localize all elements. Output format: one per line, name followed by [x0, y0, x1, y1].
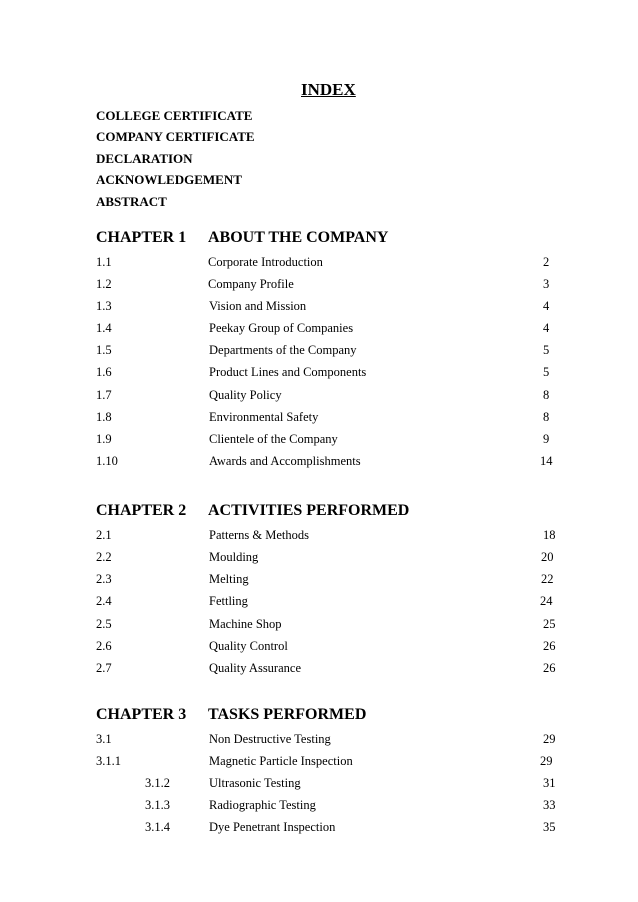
entry-page: 26: [543, 661, 556, 675]
entry-page: 20: [541, 550, 554, 564]
entry-page: 4: [543, 299, 550, 313]
entry-page: 29: [540, 754, 553, 768]
front-matter-item: DECLARATION: [96, 151, 193, 166]
entry-page: 5: [543, 365, 550, 379]
entry-title: Non Destructive Testing: [209, 732, 331, 746]
chapter-label: CHAPTER 3: [96, 706, 187, 723]
entry-title: Fettling: [209, 594, 248, 608]
entry-page: 35: [543, 820, 556, 834]
entry-number: 1.1: [96, 255, 112, 269]
chapter-label: CHAPTER 2: [96, 502, 187, 519]
entry-title: Magnetic Particle Inspection: [209, 754, 353, 768]
entry-number: 2.5: [96, 617, 112, 631]
chapter-label: CHAPTER 1: [96, 229, 187, 246]
entry-page: 26: [543, 639, 556, 653]
entry-number: 1.3: [96, 299, 112, 313]
entry-number: 1.10: [96, 454, 118, 468]
entry-page: 3: [543, 277, 550, 291]
entry-number: 1.6: [96, 365, 112, 379]
front-matter-item: ABSTRACT: [96, 194, 167, 209]
entry-title: Vision and Mission: [209, 299, 307, 313]
entry-number: 1.9: [96, 432, 112, 446]
entry-number: 2.2: [96, 550, 112, 564]
entry-page: 9: [543, 432, 550, 446]
entry-page: 8: [543, 388, 550, 402]
front-matter-item: COLLEGE CERTIFICATE: [96, 108, 253, 123]
entry-title: Patterns & Methods: [209, 528, 309, 542]
entry-title: Moulding: [209, 550, 259, 564]
entry-number: 1.7: [96, 388, 112, 402]
entry-title: Company Profile: [208, 277, 294, 291]
entry-number: 2.3: [96, 572, 112, 586]
entry-page: 31: [543, 776, 556, 790]
chapter-title: TASKS PERFORMED: [208, 706, 367, 723]
entry-page: 4: [543, 321, 550, 335]
entry-number: 1.5: [96, 343, 112, 357]
entry-number: 2.4: [96, 594, 112, 608]
entry-title: Machine Shop: [209, 617, 282, 631]
entry-title: Clientele of the Company: [209, 432, 338, 446]
entry-title: Dye Penetrant Inspection: [209, 820, 336, 834]
entry-page: 29: [543, 732, 556, 746]
entry-page: 22: [541, 572, 554, 586]
entry-title: Melting: [209, 572, 249, 586]
entry-page: 8: [543, 410, 550, 424]
entry-number: 3.1.4: [145, 820, 170, 834]
entry-number: 3.1.2: [145, 776, 170, 790]
entry-number: 3.1.1: [96, 754, 121, 768]
entry-page: 25: [543, 617, 556, 631]
entry-page: 14: [540, 454, 553, 468]
entry-number: 1.4: [96, 321, 112, 335]
entry-number: 2.1: [96, 528, 112, 542]
entry-page: 2: [543, 255, 550, 269]
front-matter-item: COMPANY CERTIFICATE: [96, 129, 255, 144]
entry-page: 33: [543, 798, 556, 812]
entry-title: Quality Policy: [209, 388, 282, 402]
entry-number: 2.6: [96, 639, 112, 653]
entry-title: Environmental Safety: [209, 410, 319, 424]
entry-title: Quality Control: [209, 639, 288, 653]
entry-title: Departments of the Company: [209, 343, 357, 357]
entry-title: Radiographic Testing: [209, 798, 316, 812]
page-title: INDEX: [301, 80, 356, 99]
entry-title: Ultrasonic Testing: [209, 776, 301, 790]
entry-number: 1.2: [96, 277, 112, 291]
entry-number: 2.7: [96, 661, 112, 675]
entry-title: Peekay Group of Companies: [209, 321, 354, 335]
entry-title: Quality Assurance: [209, 661, 301, 675]
entry-number: 3.1.3: [145, 798, 170, 812]
chapter-title: ACTIVITIES PERFORMED: [208, 502, 410, 519]
entry-page: 18: [543, 528, 556, 542]
entry-title: Product Lines and Components: [209, 365, 367, 379]
entry-title: Awards and Accomplishments: [209, 454, 361, 468]
front-matter-item: ACKNOWLEDGEMENT: [96, 172, 242, 187]
entry-number: 3.1: [96, 732, 112, 746]
entry-page: 24: [540, 594, 553, 608]
entry-title: Corporate Introduction: [208, 255, 323, 269]
chapter-title: ABOUT THE COMPANY: [208, 229, 389, 246]
entry-number: 1.8: [96, 410, 112, 424]
entry-page: 5: [543, 343, 550, 357]
